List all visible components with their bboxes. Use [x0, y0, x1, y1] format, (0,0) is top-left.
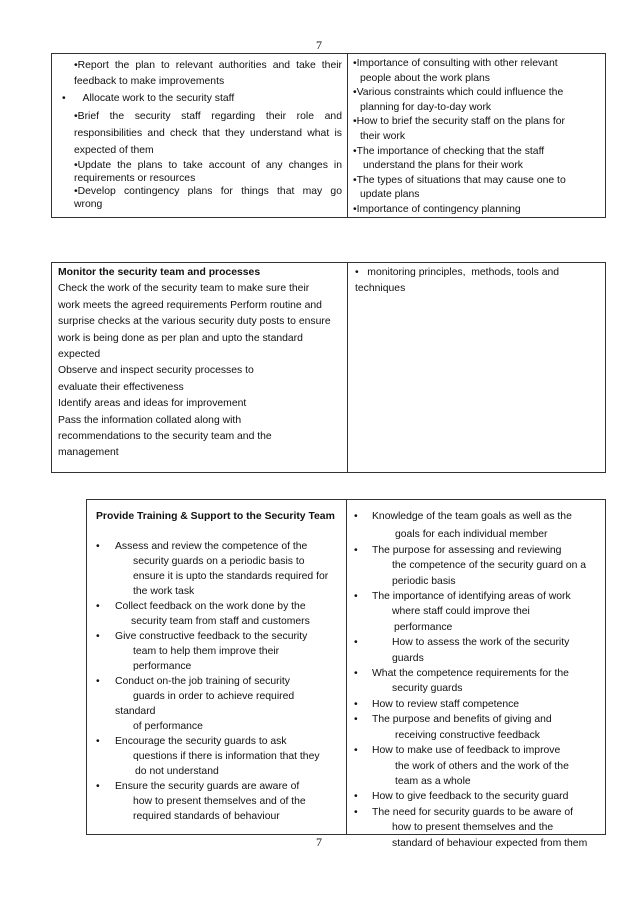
- text-line: Pass the information collated along with: [58, 414, 242, 426]
- training-activities-cell: [87, 500, 347, 834]
- bullet: •: [96, 736, 100, 747]
- text-line: the work of others and the work of the: [395, 760, 569, 772]
- text-line: security team from staff and customers: [131, 616, 310, 627]
- text-line: their work: [360, 130, 406, 142]
- training-support-table: [86, 499, 606, 849]
- text-line: the work task: [133, 586, 195, 597]
- section-heading: Monitor the security team and processes: [58, 267, 261, 278]
- list-item: • Encourage the security guards to ask: [96, 736, 287, 747]
- text-line: Check the work of the security team to make sure their: [58, 283, 310, 295]
- list-item: • How to make use of feedback to improve: [354, 743, 603, 758]
- text-line: techniques: [355, 283, 406, 294]
- text-line: •The types of situations that may cause one to: [353, 174, 566, 186]
- text-line: •Importance of contingency planning: [353, 203, 521, 215]
- text-line: the competence of the security guard on a: [392, 560, 587, 572]
- text-line: •Various constraints which could influence the: [353, 87, 564, 99]
- list-item: • Ensure the security guards are aware of: [96, 781, 300, 792]
- text-line: receiving constructive feedback: [395, 729, 540, 741]
- bullet: •: [96, 541, 100, 552]
- text-line: expected of them: [74, 145, 154, 156]
- text-line: surprise checks at the various security duty posts to ensure: [58, 316, 331, 328]
- text-line: understand the plans for their work: [363, 160, 523, 172]
- bullet: •: [62, 93, 66, 104]
- text-line: performance: [394, 621, 453, 633]
- list-item: • Conduct on-the job training of security: [96, 676, 291, 687]
- list-item: • The purpose and benefits of giving and: [354, 712, 603, 727]
- text-line: •Update the plans to take account of any changes in: [74, 160, 342, 171]
- list-item: • How to assess the work of the security: [354, 635, 603, 650]
- bullet: •: [354, 714, 358, 726]
- list-item: • What the competence requirements for the: [354, 666, 603, 681]
- text-line: do not understand: [135, 766, 219, 777]
- text-line: •Report the plan to relevant authorities and take their: [74, 60, 342, 71]
- bullet: •: [96, 781, 100, 792]
- bullet: •: [354, 637, 358, 649]
- text-line: guards in order to achieve required: [133, 691, 295, 702]
- text-line: team to help them improve their: [133, 646, 280, 657]
- text-line: security guards: [392, 683, 463, 695]
- list-item: • Collect feedback on the work done by the: [96, 601, 306, 612]
- text-line: work meets the agreed requirements Perform routine and: [58, 299, 322, 311]
- monitor-team-activities-cell: [52, 263, 348, 472]
- bullet: •: [354, 511, 358, 522]
- text-line: Identify areas and ideas for improvement: [58, 398, 247, 410]
- list-item: • How to give feedback to the security guard: [354, 789, 603, 804]
- text-line: how to present themselves and the: [392, 822, 554, 834]
- list-item: • The need for security guards to be aware of: [354, 805, 603, 820]
- text-line: wrong: [74, 199, 103, 210]
- bullet: •: [354, 745, 358, 757]
- text-line: required standards of behaviour: [133, 811, 280, 822]
- text-line: management: [58, 447, 119, 459]
- text-line: recommendations to the security team and the: [58, 431, 272, 443]
- list-item: • The importance of identifying areas of work: [354, 589, 603, 604]
- text-line: update plans: [360, 189, 420, 201]
- list-item: • How to review staff competence: [354, 697, 603, 712]
- work-plan-activities-cell: [52, 54, 348, 217]
- bullet: •: [354, 791, 358, 803]
- text-line: work is being done as per plan and upto the standard: [58, 332, 303, 344]
- text-line: standard of behaviour expected from them: [392, 837, 588, 849]
- monitor-team-table: [51, 262, 606, 473]
- page-number-top: 7: [316, 38, 322, 52]
- list-item: • Assess and review the competence of the: [96, 541, 308, 552]
- list-item: • Knowledge of the team goals as well as the: [354, 509, 603, 524]
- text-line: where staff could improve thei: [392, 606, 530, 618]
- text-line: •Brief the security staff regarding their role and: [74, 111, 342, 122]
- text-line: requirements or resources: [74, 173, 196, 184]
- text-line: •Importance of consulting with other relevant: [353, 58, 558, 69]
- training-knowledge-cell: [348, 500, 605, 849]
- monitor-team-knowledge-cell: [349, 263, 605, 472]
- bullet: •: [96, 601, 100, 612]
- bullet: •: [96, 631, 100, 642]
- text-line: planning for day-to-day work: [360, 101, 492, 113]
- list-item: • Give constructive feedback to the security: [96, 631, 308, 642]
- text-line: • monitoring principles, methods, tools and: [355, 267, 560, 278]
- work-plan-knowledge-cell: [349, 54, 605, 217]
- text-line: ensure it is upto the standards required for: [133, 571, 329, 582]
- list-item: [62, 90, 342, 108]
- page-number-bottom: 7: [316, 835, 322, 849]
- text-line: people about the work plans: [360, 72, 490, 84]
- text-line: Allocate work to the security staff: [82, 93, 235, 104]
- text-line: goals for each individual member: [395, 529, 548, 541]
- text-line: performance: [133, 661, 192, 672]
- text-line: •Develop contingency plans for things that may go: [74, 186, 342, 197]
- text-line: guards: [392, 652, 424, 664]
- text-line: how to present themselves and of the: [133, 796, 306, 807]
- bullet: •: [354, 698, 358, 710]
- text-line: team as a whole: [395, 775, 471, 787]
- text-line: questions if there is information that they: [133, 751, 320, 762]
- bullet: •: [354, 544, 358, 556]
- text-line: periodic basis: [392, 575, 456, 587]
- text-line: of performance: [133, 721, 203, 732]
- text-line: responsibilities and check that they understand what is: [74, 128, 342, 139]
- text-line: expected: [58, 349, 101, 361]
- bullet: •: [354, 591, 358, 603]
- text-line: security guards on a periodic basis to: [133, 556, 305, 567]
- text-line: evaluate their effectiveness: [58, 381, 184, 393]
- text-line: standard: [115, 706, 156, 717]
- work-plan-table: [51, 53, 606, 218]
- bullet: •: [354, 668, 358, 680]
- text-line: Observe and inspect security processes to: [58, 365, 254, 377]
- text-line: •How to brief the security staff on the plans for: [353, 116, 565, 128]
- bullet: •: [96, 676, 100, 687]
- bullet: •: [354, 806, 358, 818]
- list-item: • The purpose for assessing and reviewing: [354, 543, 603, 558]
- text-line: •The importance of checking that the staff: [353, 145, 545, 157]
- section-heading: Provide Training & Support to the Security Team: [96, 511, 335, 522]
- text-line: feedback to make improvements: [74, 76, 225, 87]
